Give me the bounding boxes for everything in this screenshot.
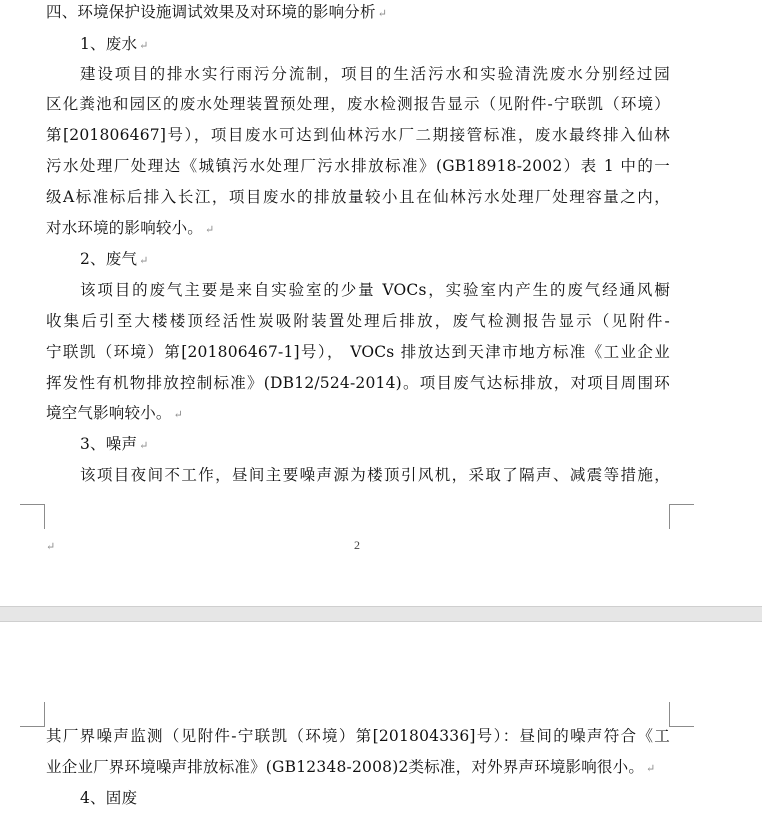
document-page-2 [0,622,762,807]
crop-mark-top-left [20,702,45,727]
subsection-title-wastewater: 1、废水 ↵ [80,35,149,53]
section-heading: 四、环境保护设施调试效果及对环境的影响分析 ↵ [46,3,388,21]
page-gap [0,606,762,622]
subsection-title-solid-waste: 4、固废 [80,789,138,807]
paragraph-line: 业企业厂界环境噪声排放标准》(GB12348-2008)2类标准，对外界声环境影响很小。 ↵ [46,758,656,776]
paragraph-line: 该项目夜间不工作，昼间主要噪声源为楼顶引风机，采取了隔声、减震等措施， [80,466,670,484]
paragraph-mark: ↵ [46,540,56,553]
subsection-title-exhaust-gas: 2、废气 ↵ [80,250,149,268]
crop-mark-top-right [669,702,694,727]
page-number: 2 [354,538,360,552]
paragraph-line: 收集后引至大楼楼顶经活性炭吸附装置处理后排放，废气检测报告显示（见附件- [46,312,670,330]
paragraph-line: 境空气影响较小。 ↵ [46,404,184,422]
paragraph-line: 污水处理厂处理达《城镇污水处理厂污水排放标准》(GB18918-2002）表 1 中的一 [46,157,670,175]
paragraph-line: 级A标准标后排入长江，项目废水的排放量较小且在仙林污水处理厂处理容量之内， [46,188,670,206]
paragraph-line: 区化粪池和园区的废水处理装置预处理，废水检测报告显示（见附件-宁联凯（环境） [46,95,670,113]
crop-mark-bottom-right [669,504,694,529]
paragraph-line: 挥发性有机物排放控制标准》(DB12/524-2014)。项目废气达标排放，对项目周围环 [46,374,670,392]
paragraph-line: 该项目的废气主要是来自实验室的少量 VOCs，实验室内产生的废气经通风橱 [80,281,670,299]
subsection-title-noise: 3、噪声 ↵ [80,435,149,453]
paragraph-line: 对水环境的影响较小。 ↵ [46,219,215,237]
crop-mark-bottom-left [20,504,45,529]
paragraph-line: 宁联凯（环境）第[201806467-1]号）， VOCs 排放达到天津市地方标准《工业企业 [46,343,670,361]
paragraph-line: 第[201806467]号），项目废水可达到仙林污水厂二期接管标准，废水最终排入仙林 [46,126,670,144]
paragraph-line: 其厂界噪声监测（见附件-宁联凯（环境）第[201804336]号）：昼间的噪声符合《工 [46,727,670,745]
paragraph-line: 建设项目的排水实行雨污分流制，项目的生活污水和实验清洗废水分别经过园 [80,65,670,83]
